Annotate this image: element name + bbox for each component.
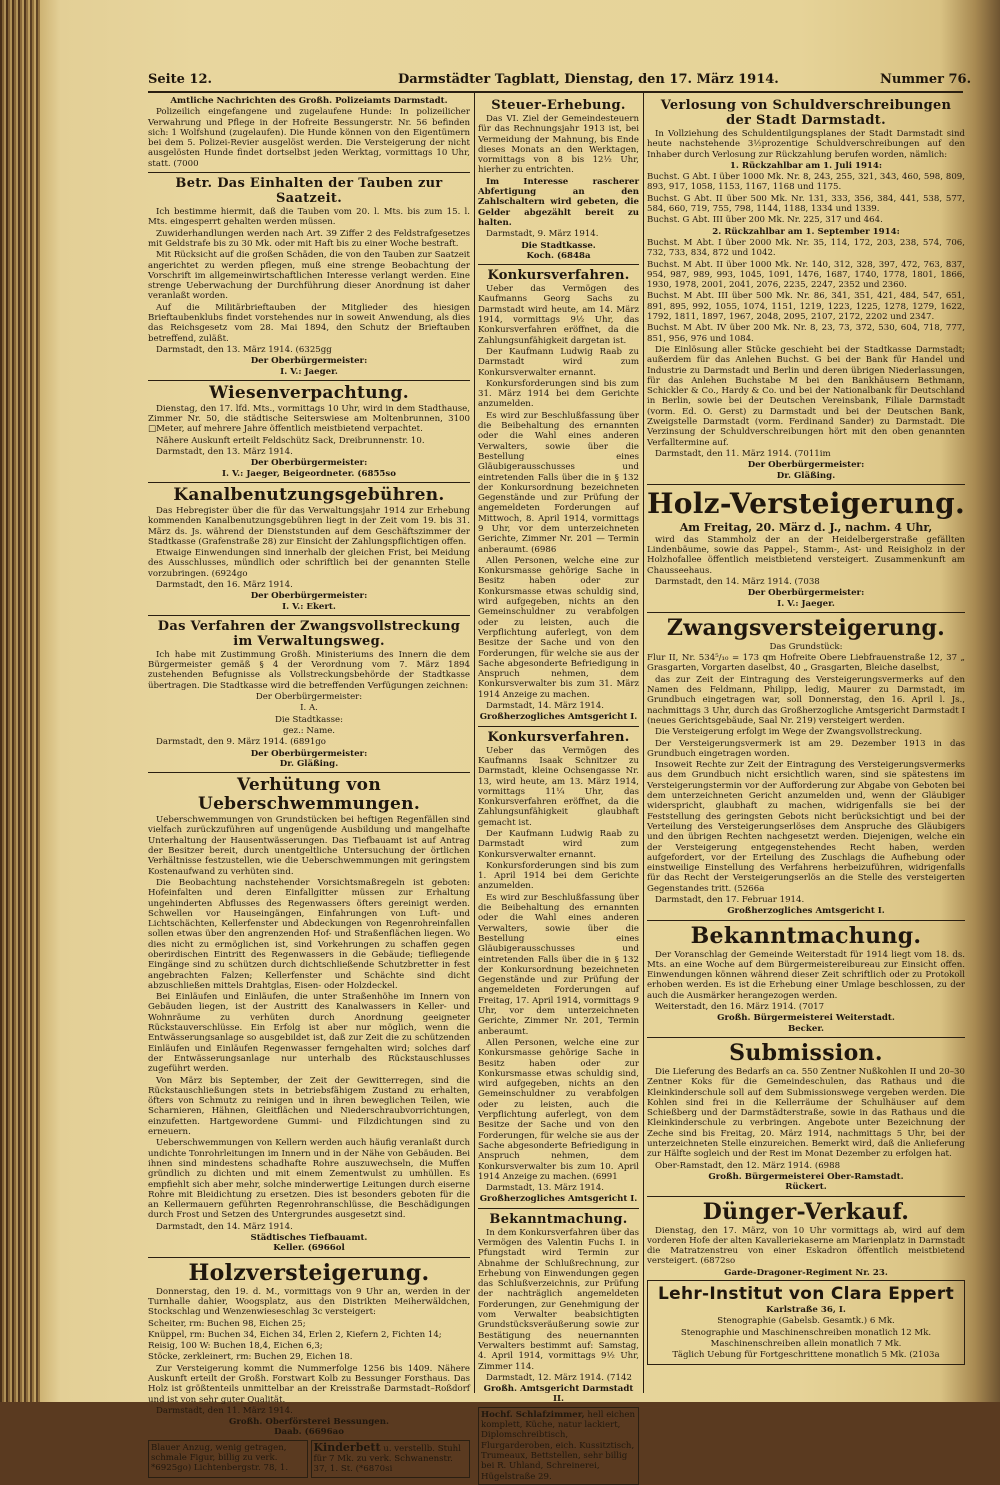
enforcement-form-4: gez.: Name. xyxy=(282,725,336,736)
bankruptcy-schnitzer-body-4: Es wird zur Beschlußfassung über die Beibehaltung des ernannten oder die Wahl eines anderen Verwalters, sowie über die Bestellung eines Gläubigerausschusses und eintretenden Falls über die in § 132 der Konkursordnung bezeichneten Gegenstände und zur Prüfung der angemeldeten Forderungen auf Freitag, 17. April 1914, vormittags 9 Uhr, vor dem unterzeichneten Gerichte, Zimmer Nr. 201, Termin anberaumt. xyxy=(478,892,639,1037)
bond-lottery-row-1: Buchst. G Abt. I über 1000 Mk. Nr. 8, 243, 255, 321, 343, 460, 598, 809, 893, 917, 1058, 1153, 1167, 1168 und 1175. xyxy=(647,172,965,193)
bond-lottery-subtitle-2: 2. Rückzahlbar am 1. September 1914: xyxy=(712,226,900,237)
enforcement-signature-2: Dr. Gläßing. xyxy=(279,758,339,769)
submission-signature-1: Großh. Bürgermeisterei Ober-Ramstadt. xyxy=(708,1171,904,1182)
bankruptcy-schnitzer-signature: Großherzogliches Amtsgericht I. xyxy=(479,1194,638,1205)
crib-ad-title: Kinderbett xyxy=(313,1440,381,1454)
tax-collection-signature-2: Koch. (6848a xyxy=(526,250,591,261)
separator xyxy=(478,264,639,265)
flood-prevention-body-2: Die Beobachtung nachstehender Vorsichtsmaßregeln ist geboten: Hofeinfalten und deren Einfallgitter müssen zur Erhaltung ungehinderten Abflusses des Regenwassers öfters gereinigt werden. Schwellen vor Hauseingängen, Einfahrungen von Luft- und Lichtschächten, Kellerfenster und Abdeckungen von Regenrohreinfallen sollen etwas über den angrenzenden Hof- und Straßenflächen liegen. Wo dies nicht zu ermöglichen ist, sind Vorkehrungen zu schaffen gegen oberirdischen Eintritt des Regenwassers in die Gebäude; tiefliegende Eingänge sind zu schützen durch dichtschließende Schutzbretter in fest angebrachten Falzen; Kellerfenster und Schächte sind dicht abzuschließen mittels Drahtglas, Eisen- oder Holzdeckel. xyxy=(148,877,470,991)
submission-date: Ober-Ramstadt, den 12. März 1914. (6988 xyxy=(655,1160,841,1171)
enforcement-form-3: Die Stadtkasse: xyxy=(274,714,343,725)
tax-collection-body: Das VI. Ziel der Gemeindesteuern für das Rechnungsjahr 1913 ist, bei Vermeidung der Mahnung, bis Ende dieses Monats an den Werktagen, vormittags von 8 bis 12½ Uhr, hierher zu entrichten. xyxy=(478,114,639,176)
bond-lottery-signature-1: Der Oberbürgermeister: xyxy=(747,460,865,471)
separator xyxy=(478,1208,639,1209)
bankruptcy-sachs-body-2: Der Kaufmann Ludwig Raab zu Darmstadt wird zum Konkursverwalter ernannt. xyxy=(478,346,639,378)
weiterstadt-announcement-title: Bekanntmachung. xyxy=(690,922,922,949)
bond-lottery-title: Verlosung von Schuldverschreibungen der Stadt Darmstadt. xyxy=(660,98,952,128)
eppert-institute-ad xyxy=(647,1280,965,1364)
bankruptcy-schnitzer-body-5: Allen Personen, welche eine zur Konkursmasse gehörige Sache in Besitz haben oder zur Konkursmasse etwas schuldig sind, wird aufgegeben, nichts an den Gemeinschuldner zu verabfolgen oder zu leisten, auch die Verpflichtung auferlegt, von dem Besitze der Sache und von den Forderungen, für welche sie aus der Sache abgesonderte Befriedigung in Anspruch nehmen, dem Konkursverwalter bis zum 10. April 1914 Anzeige zu machen. (6991 xyxy=(478,1037,639,1182)
separator xyxy=(647,484,965,485)
weiterstadt-announcement-signature-1: Großh. Bürgermeisterei Weiterstadt. xyxy=(717,1013,895,1024)
police-notice-body: Polizeilich eingefangene und zugelaufene Hunde: In polizeilicher Verwahrung und Pflege in der Hofreite Bessungerstr. Nr. 56 befinden sich: 1 Wolfshund (zugelaufen). Die Hunde können von den Eigentümern bei dem 5. Polizei-Revier ausgelöst werden. Die Versteigerung der nicht ausgelösten Hunde findet dortselbst jeden Werktag, vormittags 10 Uhr, statt. (7000 xyxy=(148,107,470,169)
bedroom-ad-title: Hochf. Schlafzimmer, xyxy=(481,1409,585,1420)
eppert-institute-course-2: Stenographie und Maschinenschreiben monatlich 12 Mk. xyxy=(680,1327,932,1338)
pigeons-date: Darmstadt, den 13. März 1914. (6325gg xyxy=(156,344,332,355)
wood-auction-date: Darmstadt, den 11. März 1914. xyxy=(156,1405,293,1416)
pigeons-body-2: Zuwiderhandlungen werden nach Art. 39 Ziffer 2 des Feldstrafgesetzes mit Geldstrafe bis zu 30 Mk. oder mit Haft bis zu einer Woche bestraft. xyxy=(148,228,470,249)
flood-prevention-date: Darmstadt, den 14. März 1914. xyxy=(156,1221,293,1232)
suit-ad: Blauer Anzug, wenig getragen, schmale Figur, billig zu verk. *6925go) Lichtenbergstr. 78, 1. xyxy=(148,1440,308,1478)
masthead-date: Darmstädter Tagblatt, Dienstag, den 17. März 1914. xyxy=(398,72,779,87)
bankruptcy-sachs-date: Darmstadt, 14. März 1914. xyxy=(486,701,604,712)
bedroom-ad-body: hell eichen komplett, Küche, natur lackiert, Diplomschreibtisch, Flurgarderoben, eich. Kussitztisch, Trumeaux, Bettstellen, sehr billig bei R. Uhland, Schreinerei, Hügelstraße 29. xyxy=(481,1409,636,1482)
classified-ads-row xyxy=(148,1438,470,1480)
meadow-lease-body-2: Nähere Auskunft erteilt Feldschütz Sack, Dreibrunnenstr. 10. xyxy=(156,435,425,446)
column-rule-1 xyxy=(474,93,475,1393)
manure-sale-body: Dienstag, den 17. März, von 10 Uhr vormittags ab, wird auf dem vorderen Hofe der alten Kavalleriekaserne am Marienplatz in Darmstadt die Matratzenstreu von einer Eskadron öffentlich meistbietend versteigert. (6872so xyxy=(647,1225,966,1267)
weiterstadt-announcement-signature-2: Becker. xyxy=(787,1023,825,1034)
announcement-fuchs-date: Darmstadt, 12. März 1914. (7142 xyxy=(486,1372,632,1383)
bond-lottery-body-2: Die Einlösung aller Stücke geschieht bei der Stadtkasse Darmstadt; außerdem für das Anlehen Buchst. G bei der Bank für Handel und Industrie zu Darmstadt und Berlin und deren übrigen Niederlassungen, für das Anlehen Buchstabe M bei den Bankhäusern Bethmann, Schickler & Co., Hardy & Co. und bei der Nationalbank für Deutschland in Berlin, sowie bei der Deutschen Vereinsbank, Filiale Darmstadt (vorm. Ed. O. Gerst) zu Darmstadt und bei der Deutschen Bank, Zweigstelle Darmstadt (vorm. Ferdinand Sander) zu Darmstadt. Die Verzinsung der Schuldverschreibungen hört mit den oben genannten Verfalltermine auf. xyxy=(647,344,965,448)
forced-sale-body-5: Der Versteigerungsvermerk ist am 29. Dezember 1913 in das Grundbuch eingetragen worden. xyxy=(647,738,965,759)
page-number: Seite 12. xyxy=(148,72,213,87)
timber-auction-body: wird das Stammholz der an der Heidelbergerstraße gefällten Lindenbäume, sowie das Pappel-, Stamm-, Ast- und Reisigholz in der Holzhofallee öffentlich meistbietend versteigert. Zusammenkunft am Chausseehaus. xyxy=(647,534,965,576)
announcement-fuchs-body: In dem Konkursverfahren über das Vermögen des Valentin Fuchs I. in Pfungstadt wird Termin zur Abnahme der Schlußrechnung, zur Erhebung von Einwendungen gegen das Schlußverzeichnis, zur Prüfung der nachträglich angemeldeten Forderungen, zur Genehmigung der vom Verwalter beabsichtigten Grundstücksveräußerung sowie zur Bestätigung des neuernannten Verwalters bestimmt auf: Samstag, 4. April 1914, vormittags 9½ Uhr, Zimmer 114. xyxy=(478,1227,639,1372)
police-notice-title: Amtliche Nachrichten des Großh. Polizeiamts Darmstadt. xyxy=(170,96,448,106)
wood-auction-body-2: Zur Versteigerung kommt die Nummerfolge 1256 bis 1409. Nähere Auskunft erteilt der Großh. Forstwart Kolb zu Bessunger Forsthaus. Das Holz ist größtenteils unmittelbar an der Kreisstraße Darmstadt–Roßdorf und ist von sehr guter Qualität. xyxy=(148,1363,470,1405)
forced-sale-signature: Großherzogliches Amtsgericht I. xyxy=(727,906,885,917)
flood-prevention-title: Verhütung von Ueberschwemmungen. xyxy=(197,775,421,815)
timber-auction-signature-2: I. V.: Jaeger. xyxy=(777,598,835,609)
separator xyxy=(148,615,470,616)
enforcement-date: Darmstadt, den 9. März 1914. (6891go xyxy=(156,737,326,748)
wood-auction-item-1: Scheiter, rm: Buchen 98, Eichen 25; xyxy=(148,1318,306,1329)
column-rule-2 xyxy=(643,93,644,1393)
separator xyxy=(148,482,470,483)
forced-sale-body-6: Insoweit Rechte zur Zeit der Eintragung des Versteigerungsvermerks aus dem Grundbuch nicht ersichtlich waren, sind sie spätestens im Versteigerungstermin vor der Aufforderung zur Abgabe von Geboten bei dem unterzeichneten Gericht anzumelden und, wenn der Gläubiger widerspricht, glaubhaft zu machen, widrigenfalls sie bei der Feststellung des geringsten Gebots nicht berücksichtigt und bei der Verteilung des Versteigerungserlöses dem Anspruche des Gläubigers und den übrigen Rechten nachgesetzt werden. Diejenigen, welche ein der Versteigerung entgegenstehendes Recht haben, werden aufgefordert, vor der Erteilung des Zuschlags die Aufhebung oder einstweilige Einstellung des Verfahrens herbeizuführen, widrigenfalls für das Recht der Versteigerungserlös an die Stelle des versteigerten Gegenstandes tritt. (5266a xyxy=(647,760,965,894)
meadow-lease-signature-2: I. V.: Jaeger, Beigeordneter. (6855so xyxy=(222,468,396,479)
bankruptcy-sachs-body-5: Allen Personen, welche eine zur Konkursmasse gehörige Sache in Besitz haben oder zur Konkursmasse etwas schuldig sind, wird aufgegeben, nichts an den Gemeinschuldner zu verabfolgen oder zu leisten, auch die Verpflichtung auferlegt, von dem Besitze der Sache und von den Forderungen, für welche sie aus der Sache abgesonderte Befriedigung in Anspruch nehmen, dem Konkursverwalter bis zum 31. März 1914 Anzeige zu machen. xyxy=(478,555,639,700)
weiterstadt-announcement-date: Weiterstadt, den 16. März 1914. (7017 xyxy=(655,1002,825,1013)
eppert-institute-course-3: Maschinenschreiben allein monatlich 7 Mk. xyxy=(710,1338,902,1349)
sewer-fees-body: Das Hebregister über die für das Verwaltungsjahr 1914 zur Erhebung kommenden Kanalbenutzungsgebühren liegt in der Zeit vom 19. bis 31. März ds. Js. während der Dienststunden auf dem Geschäftszimmer der Stadtkasse (Grafenstraße 28) zur Einsicht der Zahlungspflichtigen offen. xyxy=(148,505,470,547)
meadow-lease-body: Dienstag, den 17. lfd. Mts., vormittags 10 Uhr, wird in dem Stadthause, Zimmer Nr. 50, die städtische Seiterswiese am Moltenbrunnen, 3100 □Meter, auf mehrere Jahre öffentlich meistbietend verpachtet. xyxy=(148,403,470,435)
wood-auction-item-3: Reisig, 100 W: Buchen 18,4, Eichen 6,3; xyxy=(148,1341,323,1352)
bond-lottery-row-4: Buchst. M Abt. I über 2000 Mk. Nr. 35, 114, 172, 203, 238, 574, 706, 732, 733, 834, 872 und 1042. xyxy=(647,237,965,259)
crib-ad-body: u. verstellb. Stuhl für 7 Mk. zu verk. Schwanenstr. 37, 1. St. (*6870si xyxy=(313,1443,461,1475)
bankruptcy-schnitzer-date: Darmstadt, 13. März 1914. xyxy=(486,1183,604,1194)
header-rule xyxy=(148,91,963,93)
flood-prevention-signature-2: Keller. (6966ol xyxy=(273,1243,345,1254)
bond-lottery-row-5: Buchst. M Abt. II über 1000 Mk. Nr. 140, 312, 328, 397, 472, 763, 837, 954, 987, 989, 993, 1045, 1091, 1476, 1687, 1740, 1778, 1801, 1866, 1930, 1978, 2001, 2041, 2076, 2235, 2247, 2352 und 2360. xyxy=(647,259,965,291)
flood-prevention-body-5: Ueberschwemmungen von Kellern werden auch häufig veranlaßt durch undichte Tonrohrleitungen im Innern und in der Nähe von Gebäuden. Bei ihnen sind mindestens schadhafte Rohre auszuwechseln, die Muffen gründlich zu dichten und mit einem Zementwulst zu umhüllen. Es empfiehlt sich aber mehr, solche minderwertige Leitungen durch eiserne Rohre mit Bleidichtung zu ersetzen. Dies ist besonders geboten für die an Kellermauern geführten Regenrohranschlüsse, die Beschädigungen durch Frost und Setzen des Untergrundes ausgesetzt sind. xyxy=(148,1138,470,1221)
timber-auction-title: Holz-Versteigerung. xyxy=(647,486,966,520)
column-2 xyxy=(478,96,639,1482)
column-3 xyxy=(647,96,965,1392)
bankruptcy-schnitzer-body: Ueber das Vermögen des Kaufmanns Isaak Schnitzer zu Darmstadt, kleine Ochsengasse Nr. 13, wird heute, am 13. März 1914, vormittags 11¼ Uhr, das Konkursverfahren eröffnet, da die Zahlungsunfähigkeit glaubhaft gemacht ist. xyxy=(478,745,639,828)
pigeons-signature-2: I. V.: Jaeger. xyxy=(280,366,338,377)
bond-lottery-subtitle-1: 1. Rückzahlbar am 1. Juli 1914: xyxy=(729,160,883,171)
wood-auction-item-2: Knüppel, rm: Buchen 34, Eichen 34, Erlen 2, Kiefern 2, Fichten 14; xyxy=(148,1329,442,1340)
separator xyxy=(647,612,965,613)
pigeons-body-4: Auf die Militärbrieftauben der Mitglieder des hiesigen Brieftaubenklubs findet vorstehendes nur in soweit Anwendung, als dies das Reichsgesetz vom 28. Mai 1894, den Schutz der Brieftauben betreffend, zuläßt. xyxy=(148,302,470,344)
bankruptcy-sachs-signature: Großherzogliches Amtsgericht I. xyxy=(479,712,638,723)
meadow-lease-signature-1: Der Oberbürgermeister: xyxy=(250,458,368,469)
bankruptcy-schnitzer-body-2: Der Kaufmann Ludwig Raab zu Darmstadt wird zum Konkursverwalter ernannt. xyxy=(478,829,639,860)
manure-sale-signature: Garde-Dragoner-Regiment Nr. 23. xyxy=(724,1267,888,1278)
enforcement-form-2: I. A. xyxy=(300,703,318,714)
announcement-fuchs-title: Bekanntmachung. xyxy=(489,1211,628,1227)
bond-lottery-row-7: Buchst. M Abt. IV über 200 Mk. Nr. 8, 23, 73, 372, 530, 604, 718, 777, 851, 956, 976 und 1084. xyxy=(647,323,965,344)
tax-collection-signature-1: Die Stadtkasse. xyxy=(521,240,596,251)
timber-auction-signature-1: Der Oberbürgermeister: xyxy=(747,588,865,599)
bond-lottery-row-6: Buchst. M Abt. III über 500 Mk. Nr. 86, 341, 351, 421, 484, 547, 651, 891, 895, 992, 1055, 1074, 1151, 1219, 1223, 1225, 1278, 1279, 1622, 1792, 1811, 1897, 1967, 2048, 2095, 2107, 2172, 2202 und 2347. xyxy=(647,291,965,323)
manure-sale-title: Dünger-Verkauf. xyxy=(702,1198,910,1225)
submission-signature-2: Rückert. xyxy=(785,1182,827,1193)
pigeons-signature-1: Der Oberbürgermeister: xyxy=(250,356,368,367)
crib-ad xyxy=(311,1440,471,1478)
tax-collection-date: Darmstadt, 9. März 1914. xyxy=(486,229,599,240)
wood-auction-item-4: Stöcke, zerkleinert, rm: Buchen 29, Eichen 18. xyxy=(148,1352,353,1363)
enforcement-body: Ich habe mit Zustimmung Großh. Ministeriums des Innern die dem Bürgermeister gemäß § 4 der Verordnung vom 7. März 1894 zustehenden Befugnisse als Vollstreckungsbehörde der Stadtkasse übertragen. Die Stadtkasse wird die betreffenden Verfügungen zeichnen: xyxy=(148,649,470,691)
bond-lottery-signature-2: Dr. Gläßing. xyxy=(776,470,836,481)
forced-sale-title: Zwangsversteigerung. xyxy=(666,614,946,641)
separator xyxy=(148,1257,470,1258)
bankruptcy-sachs-title: Konkursverfahren. xyxy=(487,268,630,284)
wood-auction-body: Donnerstag, den 19. d. M., vormittags von 9 Uhr an, werden in der Turnhalle dahier, Woogsplatz, aus den Distrikten Meiherwäldchen, Stockschlag und Wenzenwieseschlag 3c versteigert: xyxy=(148,1286,470,1318)
separator xyxy=(148,172,470,173)
separator xyxy=(647,1196,965,1197)
sewer-fees-body-2: Etwaige Einwendungen sind innerhalb der gleichen Frist, bei Meidung des Ausschlusses, mündlich oder schriftlich bei der genannten Stelle vorzubringen. (6924go xyxy=(148,548,470,579)
sewer-fees-date: Darmstadt, den 16. März 1914. xyxy=(156,579,293,590)
bond-lottery-date: Darmstadt, den 11. März 1914. (7011im xyxy=(655,448,831,459)
bond-lottery-row-2: Buchst. G Abt. II über 500 Mk. Nr. 131, 333, 356, 384, 441, 538, 577, 584, 660, 719, 755, 798, 1144, 1188, 1334 und 1339. xyxy=(647,193,965,215)
forced-sale-body-2: Flur II, Nr. 534⁵/₁₀ = 173 qm Hofreite Obere Liebfrauenstraße 12, 37 „ Grasgarten, Vorgarten daselbst, 40 „ Grasgarten, Bleiche daselbst, xyxy=(647,653,965,674)
enforcement-signature-1: Der Oberbürgermeister: xyxy=(250,748,368,759)
timber-auction-subtitle: Am Freitag, 20. März d. J., nachm. 4 Uhr, xyxy=(679,520,933,534)
enforcement-form-1: Der Oberbürgermeister: xyxy=(255,692,363,703)
timber-auction-date: Darmstadt, den 14. März 1914. (7038 xyxy=(655,576,820,587)
forced-sale-body-1: Das Grundstück: xyxy=(769,641,843,652)
tax-collection-title: Steuer-Erhebung. xyxy=(491,98,626,113)
column-1 xyxy=(148,96,470,1475)
flood-prevention-signature-1: Städtisches Tiefbauamt. xyxy=(250,1233,368,1244)
eppert-institute-title: Lehr-Institut von Clara Eppert xyxy=(658,1284,954,1305)
separator xyxy=(148,380,470,381)
sewer-fees-signature-1: Der Oberbürgermeister: xyxy=(250,591,368,602)
meadow-lease-title: Wiesenverpachtung. xyxy=(209,382,409,403)
submission-body: Die Lieferung des Bedarfs an ca. 550 Zentner Nußkohlen II und 20–30 Zentner Koks für die Gemeindeschulen, das Rathaus und die Kleinkinderschule soll auf dem Submissionswege vergeben werden. Die Kohlen sind frei in die Kellerräume der Schulhäuser auf dem Schießberg und der Darmstädterstraße, sowie in das Rathaus und die Kleinkinderschule zu verbringen. Angebote unter Bezeichnung der Zeche sind bis Freitag, 20. März 1914, nachmittags 5 Uhr, bei der unterzeichneten Stelle einzureichen. Bemerkt wird, daß die Anlieferung zur Hälfte sogleich und der Rest im Monat Dezember zu erfolgen hat. xyxy=(647,1066,965,1160)
meadow-lease-date: Darmstadt, den 13. März 1914. xyxy=(156,447,293,458)
flood-prevention-body-4: Von März bis September, der Zeit der Gewitterregen, sind die Rückstauschließungen stets in betriebsfähigem Zustand zu erhalten, öfters von Schmutz zu reinigen und in ihren beweglichen Teilen, wie Scharnieren, Hähnen, Gleitflächen und Niederschraubvorrichtungen, einzufetten. Hartgewordene Gummi- und Filzdichtungen sind zu erneuern. xyxy=(148,1075,470,1138)
forced-sale-date: Darmstadt, den 17. Februar 1914. xyxy=(655,895,805,905)
eppert-institute-course-4: Täglich Uebung für Fortgeschrittene monatlich 5 Mk. (2103a xyxy=(672,1350,940,1361)
bankruptcy-sachs-body-4: Es wird zur Beschlußfassung über die Beibehaltung des ernannten oder die Wahl eines anderen Verwalters, sowie über die Bestellung eines Gläubigerausschusses und eintretenden Falls über die in § 132 der Konkursordnung bezeichneten Gegenstände und zur Prüfung der angemeldeten Forderungen auf Mittwoch, 8. April 1914, vormittags 9 Uhr, vor dem unterzeichneten Gerichte, Zimmer Nr. 201 — Termin anberaumt. (6986 xyxy=(478,410,639,555)
eppert-institute-address: Karlstraße 36, I. xyxy=(766,1305,846,1316)
forced-sale-body-4: Die Versteigerung erfolgt im Wege der Zwangsvollstreckung. xyxy=(655,727,923,738)
bankruptcy-schnitzer-body-3: Konkursforderungen sind bis zum 1. April 1914 bei dem Gerichte anzumelden. xyxy=(478,860,639,892)
bankruptcy-sachs-body: Ueber das Vermögen des Kaufmanns Georg Sachs zu Darmstadt wird heute, am 14. März 1914, vormittags 9½ Uhr, das Konkursverfahren eröffnet, da die Zahlungsunfähigkeit dargetan ist. xyxy=(478,284,639,346)
enforcement-title: Das Verfahren der Zwangsvollstreckung im Verwaltungsweg. xyxy=(157,618,461,649)
bankruptcy-schnitzer-title: Konkursverfahren. xyxy=(487,729,630,745)
wood-auction-signature-2: Daab. (6696ao xyxy=(274,1427,344,1438)
weiterstadt-announcement-body: Der Voranschlag der Gemeinde Weiterstadt für 1914 liegt vom 18. ds. Mts. an eine Woche auf dem Bürgermeistereibureau zur Einsicht offen. Einwendungen können während dieser Zeit schriftlich oder zu Protokoll erhoben werden. Es ist die Erhebung einer Umlage beschlossen, zu der auch die Ausmärker herangezogen werden. xyxy=(647,949,965,1001)
bond-lottery-row-3: Buchst. G Abt. III über 200 Mk. Nr. 225, 317 und 464. xyxy=(647,215,883,226)
pigeons-body-1: Ich bestimme hiermit, daß die Tauben vom 20. l. Mts. bis zum 15. l. Mts. eingesperrt gehalten werden müssen. xyxy=(148,207,470,228)
submission-title: Submission. xyxy=(729,1039,883,1066)
pigeons-body-3: Mit Rücksicht auf die großen Schäden, die von den Tauben zur Saatzeit angerichtet zu werden pflegen, muß eine strenge Beobachtung der Vorschrift im allgemeinwirtschaftlichen Interesse verlangt werden. Eine strenge Ueberwachung der Durchführung dieser Anordnung ist daher veranlaßt worden. xyxy=(148,250,470,302)
announcement-fuchs-signature: Großh. Amtsgericht Darmstadt II. xyxy=(483,1384,634,1405)
forced-sale-body-3: das zur Zeit der Eintragung des Versteigerungsvermerks auf den Namen des Feldmann, Philipp, ledig, Maurer zu Darmstadt, im Grundbuch eingetragen war, soll Donnerstag, den 16. April l. Js., nachmittags 3 Uhr, durch das Großherzogliche Amtsgericht Darmstadt I (neues Gerichtsgebäude, Saal Nr. 219) versteigert werden. xyxy=(647,674,965,726)
page-edge xyxy=(0,0,40,1402)
bond-lottery-body: In Vollziehung des Schuldentilgungsplanes der Stadt Darmstadt sind heute nachstehende 3½prozentige Schuldverschreibungen auf den Inhaber durch Verlosung zur Rückzahlung berufen worden, nämlich: xyxy=(647,129,965,160)
wood-auction-title: Holzversteigerung. xyxy=(188,1259,430,1286)
pigeons-title: Betr. Das Einhalten der Tauben zur Saatzeit. xyxy=(175,176,443,207)
flood-prevention-body-3: Bei Einläufen und Einläufen, die unter Straßenhöhe im Innern von Gebäuden liegen, ist der Austritt des Kanalwassers in Keller- und Wohnräume zu verhüten durch Anordnung geeigneter Rückstauverschlüsse. Ein Erfolg ist aber nur möglich, wenn die Entwässerungsanlage so ausgebildet ist, daß zur Zeit die zu schützenden Einläufen und Einläufen Regenwasser ferngehalten wird; solches darf der Entwässerungsanlage nur unterhalb des Rückstauschlusses zugeführt werden. xyxy=(148,992,470,1075)
bankruptcy-sachs-body-3: Konkursforderungen sind bis zum 31. März 1914 bei dem Gerichte anzumelden. xyxy=(478,378,639,410)
bedroom-ad xyxy=(478,1407,639,1485)
separator xyxy=(148,772,470,773)
wood-auction-signature-1: Großh. Oberförsterei Bessungen. xyxy=(229,1417,389,1428)
separator xyxy=(647,920,965,921)
sewer-fees-signature-2: I. V.: Ekert. xyxy=(282,601,336,612)
issue-number: Nummer 76. xyxy=(880,72,972,87)
flood-prevention-body-1: Ueberschwemmungen von Grundstücken bei heftigen Regenfällen sind vielfach zurückzuführen auf ungenügende Ausbildung und mangelhafte Unterhaltung der Hausentwässerungen. Das Tiefbauamt ist auf Antrag der Besitzer bereit, durch unentgeltliche Untersuchung der örtlichen Verhältnisse festzustellen, wie die Ueberschwemmungen mit geringstem Kostenaufwand zu verhüten sind. xyxy=(148,815,470,877)
separator xyxy=(647,1037,965,1038)
tax-collection-body-2: Im Interesse rascherer Abfertigung an den Zahlschaltern wird gebeten, die Gelder abgezählt bereit zu halten. xyxy=(478,176,639,228)
eppert-institute-course-1: Stenographie (Gabelsb. Gesamtk.) 6 Mk. xyxy=(717,1316,895,1327)
sewer-fees-title: Kanalbenutzungsgebühren. xyxy=(173,484,445,505)
separator xyxy=(478,726,639,727)
